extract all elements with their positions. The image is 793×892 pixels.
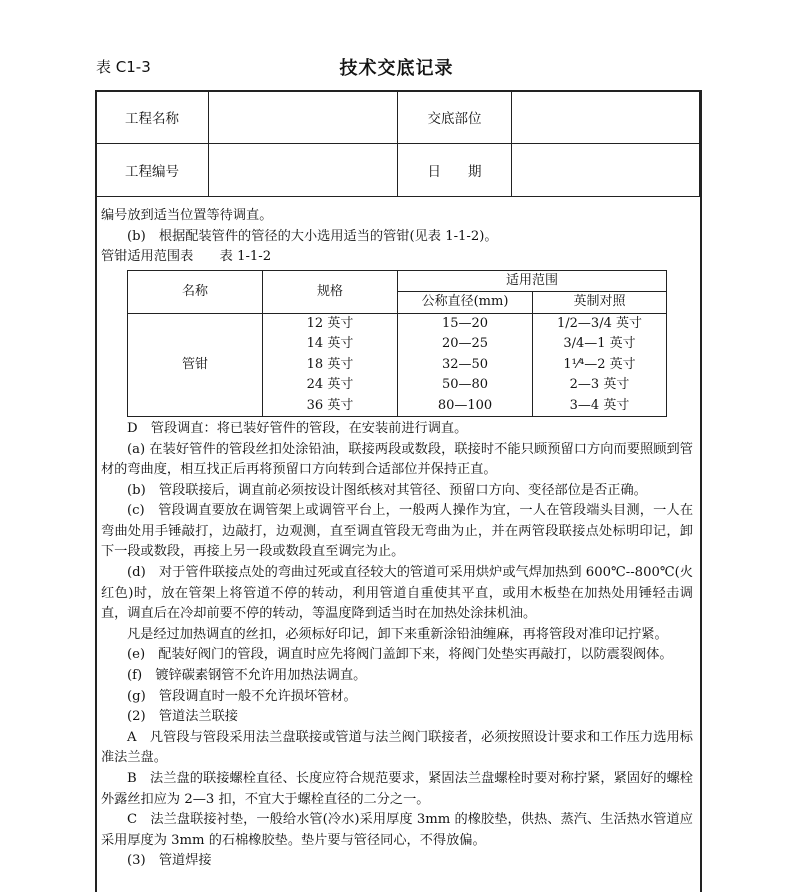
project-name-field[interactable] <box>209 91 398 144</box>
nominal-value: 15—20 <box>441 315 489 331</box>
inch-value <box>533 355 666 375</box>
date-field[interactable] <box>512 144 700 197</box>
spec-cell <box>263 313 398 416</box>
nominal-value: 32—50 <box>441 356 489 372</box>
paragraph: (f) 镀锌碳素钢管不允许用加热法调直。 <box>127 668 367 684</box>
paragraph: 编号放到适当位置等待调直。 <box>101 208 273 223</box>
section-heading: (2) 管道法兰联接 <box>127 709 238 725</box>
paragraph: (b) 根据配装管件的管径的大小选用适当的管钳(见表 1-1-2)。 <box>127 228 498 244</box>
tool-name-cell: 管钳 <box>128 313 263 416</box>
spec-value: 14 英寸 <box>306 336 354 352</box>
date-label: 日 期 <box>398 144 512 197</box>
paragraph: (e) 配装好阀门的管段，调直时应先将阀门盖卸下来，将阀门处垫实再敲打，以防震裂阀体。 <box>127 647 673 663</box>
inch-range: —2 英寸 <box>584 356 636 372</box>
paragraph: (d) 对于管件联接点处的弯曲过死或直径较大的管道可采用烘炉或气焊加热到 600℃--800℃(火红色)时，放在管架上将管道不停的转动，利用管道自重使其平直，或用木板垫在加热处用锤轻击调直，调直后在冷却前要不停的转动，等温度降到适当时在加热处涂抹机油。 <box>101 565 693 622</box>
inch-value: 2—3 英寸 <box>569 377 630 393</box>
paragraph: (a) 在装好管件的管段丝扣处涂铅油，联接两段或数段，联接时不能只顾预留口方向而要照顾到管材的弯曲度，相互找正后再将预留口方向转到合适部位并保持正直。 <box>101 441 693 478</box>
spec-value: 18 英寸 <box>306 356 354 372</box>
col-name-header: 名称 <box>128 270 263 313</box>
form-code: 表 C1-3 <box>96 58 151 76</box>
table-caption: 管钳适用范围表 表 1-1-2 <box>101 249 272 265</box>
paragraph: D 管段调直：将已装好管件的管段，在安装前进行调直。 <box>127 420 468 436</box>
nominal-value: 20—25 <box>441 336 489 352</box>
project-name-label: 工程名称 <box>96 91 209 144</box>
project-no-label: 工程编号 <box>96 144 209 197</box>
inch-fraction: 1¹⁄⁴ <box>563 356 585 372</box>
spec-value: 24 英寸 <box>306 377 354 393</box>
form-header-table <box>95 90 700 197</box>
col-spec-header: 规格 <box>263 270 398 313</box>
inch-value: 3/4—1 英寸 <box>563 336 636 352</box>
spec-value: 36 英寸 <box>306 397 354 413</box>
section-heading: (3) 管道焊接 <box>127 853 212 869</box>
spec-value: 12 英寸 <box>306 315 354 331</box>
paragraph: (g) 管段调直时一般不允许损坏管材。 <box>127 688 357 704</box>
col-nominal-header: 公称直径(mm) <box>398 292 533 314</box>
col-inch-header: 英制对照 <box>533 292 667 314</box>
paragraph: C 法兰盘联接衬垫，一般给水管(冷水)采用厚度 3mm 的橡胶垫，供热、蒸汽、生活热水管道应采用厚度为 3mm 的石棉橡胶垫。垫片要与管径同心，不得放偏。 <box>101 812 693 848</box>
paragraph: (c) 管段调直要放在调管架上或调管平台上，一般两人操作为宜，一人在管段端头目测，一人在弯曲处用手锤敲打，边敲打，边观测，直至调直管段无弯曲为止，并在两管段联接点处标明印记，卸下一段或数段，再接上另一段或数段直至调完为止。 <box>101 503 693 560</box>
pipe-wrench-table <box>127 270 667 417</box>
part-field[interactable] <box>512 91 700 144</box>
nominal-cell <box>398 313 533 416</box>
page-title: 技术交底记录 <box>339 58 454 79</box>
disclosure-body <box>101 206 693 872</box>
project-no-field[interactable] <box>209 144 398 197</box>
part-label: 交底部位 <box>398 91 512 144</box>
inch-cell <box>533 313 667 416</box>
nominal-value: 50—80 <box>441 377 489 393</box>
paragraph: B 法兰盘的联接螺栓直径、长度应符合规范要求，紧固法兰盘螺栓时要对称拧紧，紧固好的螺栓外露丝扣应为 2—3 扣，不宜大于螺栓直径的二分之一。 <box>101 771 693 807</box>
paragraph: A 凡管段与管段采用法兰盘联接或管道与法兰阀门联接者，必须按照设计要求和工作压力选用标准法兰盘。 <box>101 729 693 766</box>
paragraph: (b) 管段联接后，调直前必须按设计图纸核对其管径、预留口方向、变径部位是否正确。 <box>127 482 647 498</box>
inch-value: 3—4 英寸 <box>569 397 630 413</box>
inch-value: 1/2—3/4 英寸 <box>557 315 642 331</box>
col-range-header: 适用范围 <box>398 270 667 292</box>
nominal-value: 80—100 <box>437 397 493 413</box>
paragraph: 凡是经过加热调直的丝扣，必须标好印记，卸下来重新涂铅油缠麻，再将管段对准印记拧紧。 <box>127 626 668 642</box>
